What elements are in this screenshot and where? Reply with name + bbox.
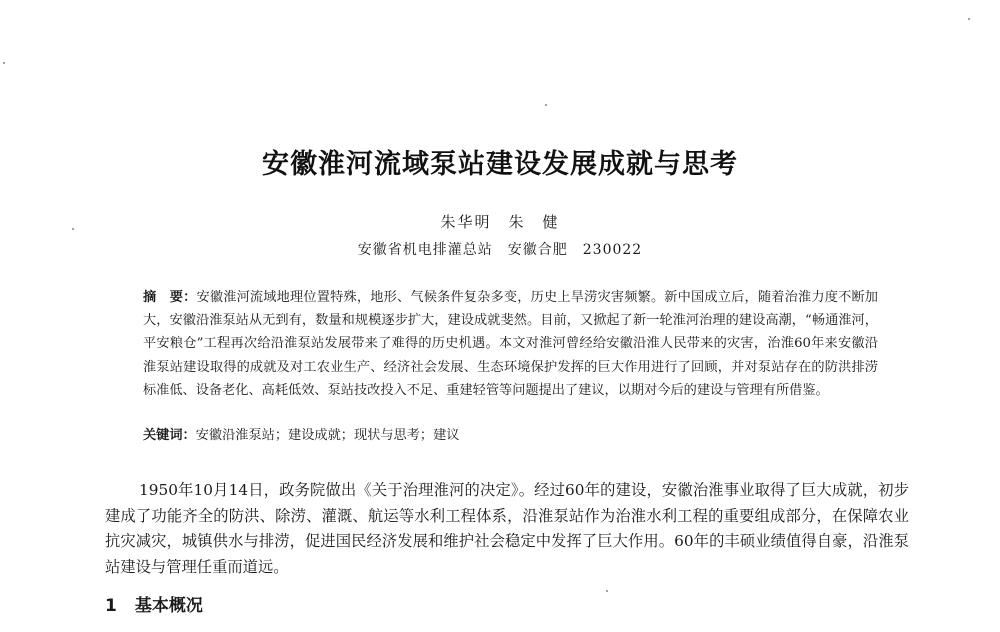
affiliation: 安徽省机电排灌总站 安徽合肥 230022 (357, 242, 643, 258)
scan-speck (3, 62, 5, 64)
keywords-label: 关键词： (143, 428, 196, 443)
scan-speck (968, 18, 970, 20)
abstract-text: 安徽淮河流域地理位置特殊，地形、气候条件复杂多变，历史上旱涝灾害频繁。新中国成立后，随着治淮力度不断加大，安徽沿淮泵站从无到有，数量和规模逐步扩大，建设成就斐然。目前，又掀起了新一轮淮河治理的建设高潮，“畅通淮河，平安粮仓”工程再次给沿淮泵站发展带来了难得的历史机遇。本文对淮河曾经给安徽沿淮人民带来的灾害，治淮60年来安徽沿淮泵站建设取得的成就及对工农业生产、经济社会发展、生态环境保护发挥的巨大作用进行了回顾，并对泵站存在的防洪排涝标准低、设备老化、高耗低效、泵站技改投入不足、重建轻管等问题提出了建议，以期对今后的建设与管理有所借鉴。 (143, 290, 878, 398)
keywords (143, 424, 878, 447)
abstract-label: 摘 要： (143, 290, 197, 305)
section-number: 1 (105, 596, 117, 616)
section-title: 基本概况 (134, 596, 203, 616)
keywords-text: 安徽沿淮泵站；建设成就；现状与思考；建议 (195, 428, 460, 443)
paper-title: 安徽淮河流域泵站建设发展成就与思考 (262, 149, 738, 180)
scan-speck (545, 104, 547, 106)
scan-speck (606, 590, 608, 592)
scan-speck (72, 228, 74, 230)
abstract (143, 286, 878, 402)
authors: 朱华明 朱 健 (440, 213, 560, 231)
body-paragraph: 1950年10月14日，政务院做出《关于治理淮河的决定》。经过60年的建设，安徽治淮事业取得了巨大成就，初步建成了功能齐全的防洪、除涝、灌溉、航运等水利工程体系，沿淮泵站作为治淮水利工程的重要组成部分，在保障农业抗灾减灾，城镇供水与排涝，促进国民经济发展和维护社会稳定中发挥了巨大作用。60年的丰硕业绩值得自豪，沿淮泵站建设与管理任重而道远。 (105, 481, 909, 576)
section-heading (105, 591, 203, 616)
